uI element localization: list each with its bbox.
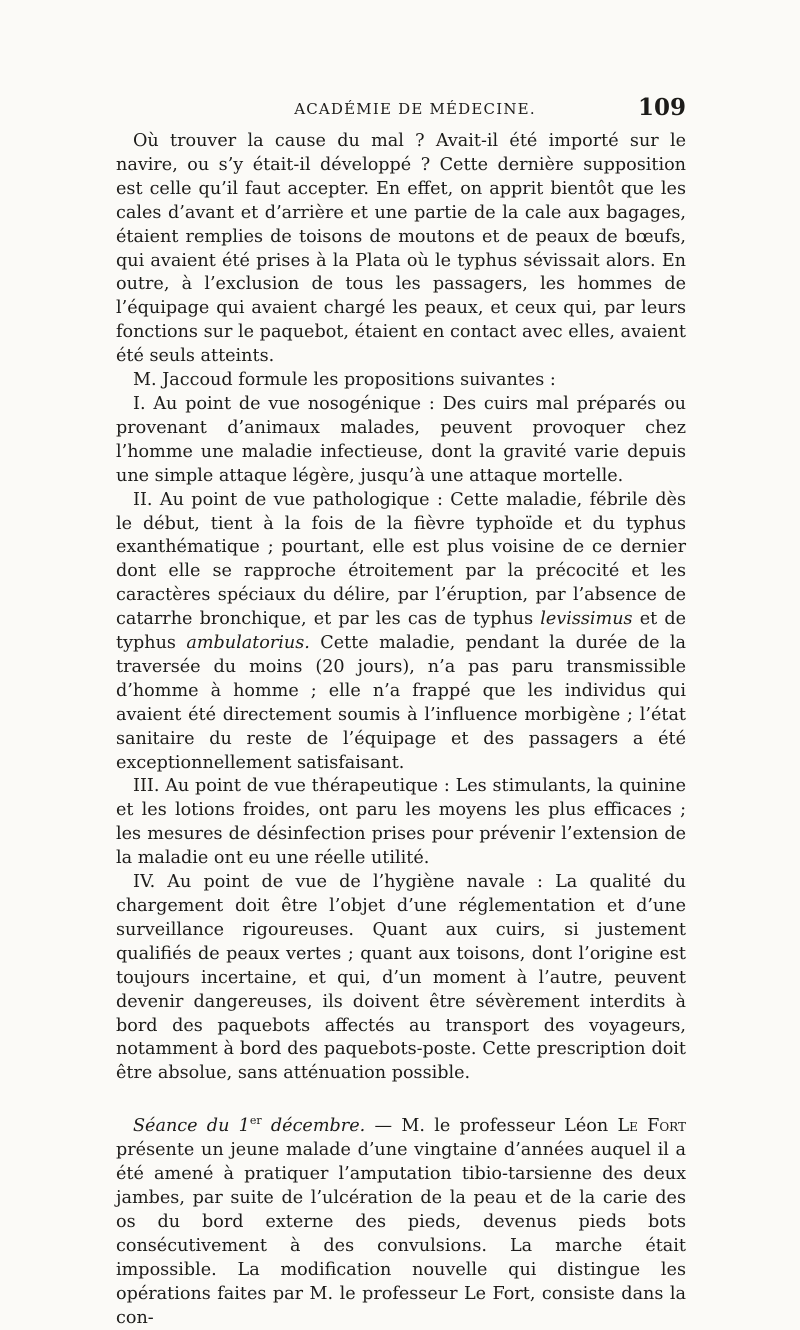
paragraph-seance	[116, 1109, 686, 1330]
surname-le-fort: Le Fort	[617, 1116, 687, 1137]
pathologic-text-2: et de typhus	[116, 609, 687, 654]
body-text	[116, 130, 686, 1330]
paragraph-therapeutic: III. Au point de vue thérapeutique : Les stimulants, la quinine et les lotions froides, ont paru les moyens les plus efficaces ; les mesures de désinfection prises pour prévenir l’extension de la maladie ont eu une réelle utilité.	[116, 776, 686, 869]
seance-superscript: er	[249, 1114, 262, 1128]
seance-text-2: présente un jeune malade d’une vingtaine d’années auquel il a été amené à pratiquer l’amputation tibio-tarsienne des deux jambes, par suite de l’ulcération de la peau et de la carie des os du bord externe des pieds, devenus pieds bots consécutivement à des convulsions. La marche était impossible. La modification nouvelle qui distingue les opérations faites par M. le professeur Le Fort, consiste dans la con-	[116, 1140, 686, 1328]
paragraph-propositions-intro: M. Jaccoud formule les propositions suivantes :	[133, 370, 556, 391]
seance-month: décembre.	[270, 1116, 366, 1137]
page-number: 109	[637, 94, 686, 121]
pathologic-text-3: Cette maladie, pendant la durée de la traversée du moins (20 jours), n’a pas paru transmissible d’homme à homme ; elle n’a frappé que les individus qui avaient été directement soumis à l’influence morbigène ; l’état sanitaire du reste de l’équipage et des passagers a été exceptionnellement satisfaisant.	[116, 633, 686, 773]
running-title: ACADÉMIE DE MÉDECINE.	[294, 100, 536, 118]
seance-text-1: — M. le professeur Léon	[374, 1116, 609, 1137]
paragraph-pathologic	[116, 489, 686, 776]
term-ambulatorius: ambulatorius.	[186, 633, 310, 654]
page-header	[116, 94, 686, 128]
paragraph-nosogenic: I. Au point de vue nosogénique : Des cuirs mal préparés ou provenant d’animaux malades, peuvent provoquer chez l’homme une maladie infectieuse, dont la gravité varie depuis une simple attaque légère, jusqu’à une attaque mortelle.	[116, 393, 686, 486]
term-levissimus: levissimus	[540, 609, 633, 630]
paragraph-cause: Où trouver la cause du mal ? Avait-il été importé sur le navire, ou s’y était-il développé ? Cette dernière supposition est celle qu’il faut accepter. En effet, on apprit bientôt que les cales d’avant et d’arrière et une partie de la cale aux bagages, étaient remplies de toisons de moutons et de peaux de bœufs, qui avaient été prises à la Plata où le typhus sévissait alors. En outre, à l’exclusion de tous les passagers, les hommes de l’équipage qui avaient chargé les peaux, et ceux qui, par leurs fonctions sur le paquebot, étaient en contact avec elles, avaient été seuls atteints.	[116, 131, 686, 367]
seance-label: Séance du 1	[133, 1116, 250, 1137]
pathologic-text-1: II. Au point de vue pathologique : Cette maladie, fébrile dès le début, tient à la fois de la fièvre typhoïde et du typhus exanthématique ; pourtant, elle est plus voisine de ce dernier dont elle se rapproche étroitement par la précocité et les caractères spéciaux du délire, par l’éruption, par l’absence de catarrhe bronchique, et par les cas de typhus	[116, 489, 686, 630]
paragraph-hygiene: IV. Au point de vue de l’hygiène navale : La qualité du chargement doit être l’objet d’une réglementation et d’une surveillance rigoureuses. Quant aux cuirs, si justement qualifiés de peaux vertes ; quant aux toisons, dont l’origine est toujours incertaine, et qui, d’un moment à l’autre, peuvent devenir dangereuses, ils doivent être sévèrement interdits à bord des paquebots affectés au transport des voyageurs, notamment à bord des paquebots-poste. Cette prescription doit être absolue, sans atténuation possible.	[116, 872, 686, 1084]
